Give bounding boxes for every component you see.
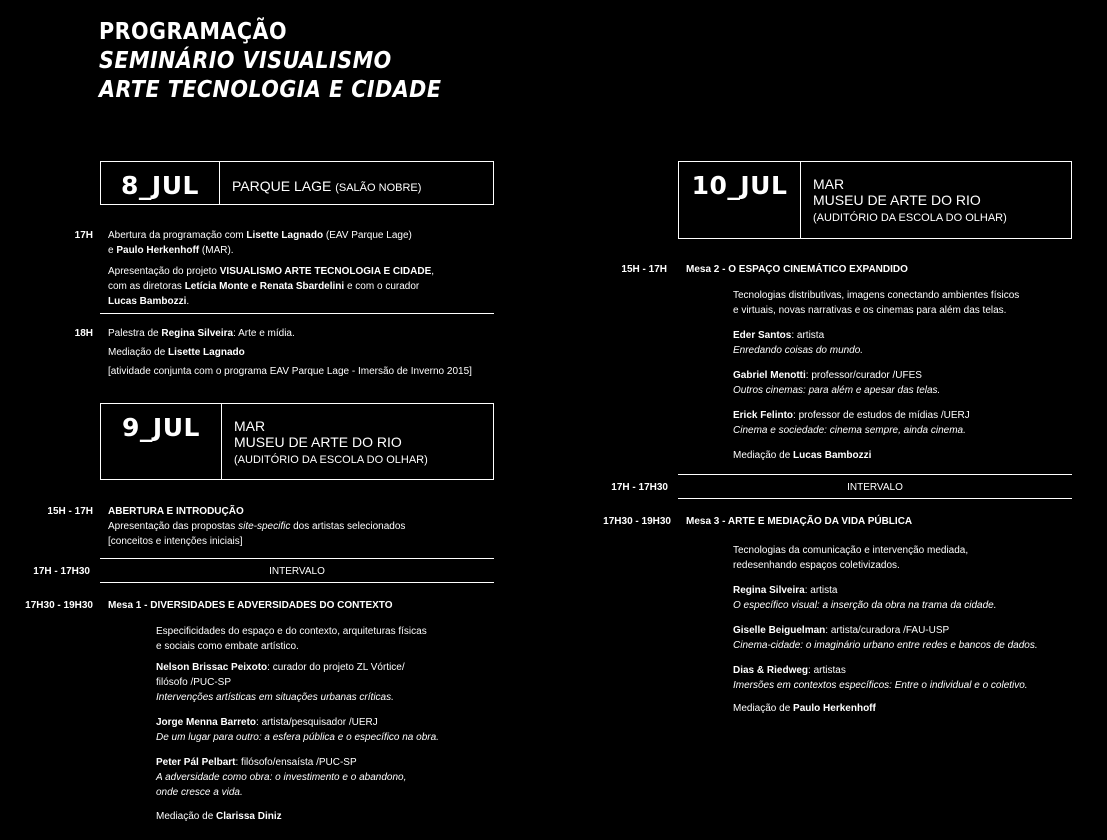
day2-s2-desc2: e sociais como embate artístico. <box>156 641 299 652</box>
day2-s2-p1-talk: Intervenções artísticas em situações urbanas críticas. <box>156 692 394 703</box>
day2-s2-mediation: Mediação de Clarissa Diniz <box>156 811 282 822</box>
day3-s1-body <box>733 288 1093 463</box>
day3-s1-desc1: Tecnologias distributivas, imagens conectando ambientes físicos <box>733 290 1020 301</box>
day1-s1-line3: Apresentação do projeto VISUALISMO ARTE TECNOLOGIA E CIDADE, <box>108 266 435 277</box>
day1-s1-line4: com as diretoras Letícia Monte e Renata Sbardelini e com o curador <box>108 281 420 292</box>
day3-s2-p2-talk: Cinema-cidade: o imaginário urbano entre redes e bancos de dados. <box>733 640 1038 651</box>
day2-venue-line3: (AUDITÓRIO DA ESCOLA DO OLHAR) <box>234 454 428 466</box>
divider <box>678 474 1072 475</box>
page-title <box>99 18 441 105</box>
day1-s2-time: 18H <box>74 328 93 339</box>
day2-s1-body <box>108 504 498 549</box>
day1-s2-body <box>108 326 498 379</box>
day2-s2-p1-role2: filósofo /PUC-SP <box>156 677 232 688</box>
day3-s1-p2: Gabriel Menotti: professor/curador /UFES <box>733 370 922 381</box>
day1-venue <box>220 162 421 204</box>
day3-s1-desc2: e virtuais, novas narrativas e os cinemas para além das telas. <box>733 305 1007 316</box>
day3-s1-p1: Eder Santos: artista <box>733 330 825 341</box>
title-line-3: ARTE TECNOLOGIA E CIDADE <box>99 77 442 103</box>
day3-s1-title: Mesa 2 - O ESPAÇO CINEMÁTICO EXPANDIDO <box>686 264 908 275</box>
day2-s1-line2: [conceitos e intenções iniciais] <box>108 536 243 547</box>
day2-s2-time: 17H30 - 19H30 <box>25 600 93 611</box>
day3-venue <box>801 162 1007 238</box>
day1-s2-line1: Palestra de Regina Silveira: Arte e mídia. <box>108 328 295 339</box>
day3-s2-time: 17H30 - 19H30 <box>603 516 671 527</box>
day2-s2-p1: Nelson Brissac Peixoto: curador do projeto ZL Vórtice/ <box>156 662 405 673</box>
day3-s2-desc2: redesenhando espaços coletivizados. <box>733 560 900 571</box>
day1-venue-name: PARQUE LAGE <box>232 178 332 194</box>
day3-venue-line1: MAR <box>813 176 845 192</box>
day1-s1-time: 17H <box>74 230 93 241</box>
day2-s2-p3: Peter Pál Pelbart: filósofo/ensaísta /PUC-SP <box>156 757 357 768</box>
day2-s1-title: ABERTURA E INTRODUÇÃO <box>108 506 244 517</box>
day1-s1-line5: Lucas Bambozzi. <box>108 296 190 307</box>
day3-s2-p1: Regina Silveira: artista <box>733 585 838 596</box>
day3-s2-p3-talk: Imersões em contextos específicos: Entre o individual e o coletivo. <box>733 680 1028 691</box>
day3-interval-label: INTERVALO <box>847 482 903 493</box>
day1-s2-line3: [atividade conjunta com o programa EAV Parque Lage - Imersão de Inverno 2015] <box>108 366 472 377</box>
divider <box>100 558 494 559</box>
day3-s1-p3: Erick Felinto: professor de estudos de mídias /UERJ <box>733 410 970 421</box>
divider <box>100 313 494 314</box>
day1-date: 8_JUL <box>101 162 220 204</box>
day3-s2-mediation: Mediação de Paulo Herkenhoff <box>733 703 876 714</box>
day1-s1-line2: e Paulo Herkenhoff (MAR). <box>108 245 234 256</box>
day2-s1-time: 15H - 17H <box>47 506 93 517</box>
day2-header <box>100 403 494 480</box>
day3-s1-mediation: Mediação de Lucas Bambozzi <box>733 450 872 461</box>
day3-s2-body <box>733 543 1098 716</box>
day2-interval-time: 17H - 17H30 <box>33 566 90 577</box>
day3-s2-p2: Giselle Beiguelman: artista/curadora /FAU-USP <box>733 625 950 636</box>
day2-s2-p2-talk: De um lugar para outro: a esfera pública e o específico na obra. <box>156 732 439 743</box>
day2-s2-p3-talk1: A adversidade como obra: o investimento e o abandono, <box>156 772 407 783</box>
day1-header <box>100 161 494 205</box>
day3-s1-p2-talk: Outros cinemas: para além e apesar das telas. <box>733 385 941 396</box>
day3-venue-line2: MUSEU DE ARTE DO RIO <box>813 192 981 208</box>
day2-s2-title: Mesa 1 - DIVERSIDADES E ADVERSIDADES DO CONTEXTO <box>108 600 393 611</box>
day2-s1-line1: Apresentação das propostas site-specific dos artistas selecionados <box>108 521 406 532</box>
day3-header <box>678 161 1072 239</box>
day3-s1-time: 15H - 17H <box>621 264 667 275</box>
day3-s1-p3-talk: Cinema e sociedade: cinema sempre, ainda cinema. <box>733 425 966 436</box>
day3-venue-line3: (AUDITÓRIO DA ESCOLA DO OLHAR) <box>813 212 1007 224</box>
day1-s1-line1: Abertura da programação com Lisette Lagnado (EAV Parque Lage) <box>108 230 412 241</box>
day1-s1-body <box>108 228 498 309</box>
title-line-1: PROGRAMAÇÃO <box>99 19 288 45</box>
divider <box>678 498 1072 499</box>
title-line-2: SEMINÁRIO VISUALISMO <box>99 48 392 74</box>
day2-s2-p2: Jorge Menna Barreto: artista/pesquisador /UERJ <box>156 717 378 728</box>
day3-s2-p3: Dias & Riedweg: artistas <box>733 665 846 676</box>
day2-venue-line2: MUSEU DE ARTE DO RIO <box>234 434 402 450</box>
day3-date: 10_JUL <box>679 162 801 238</box>
day2-s2-body <box>156 624 501 824</box>
day2-s2-desc1: Especificidades do espaço e do contexto, arquiteturas físicas <box>156 626 427 637</box>
day1-s2-line2: Mediação de Lisette Lagnado <box>108 347 245 358</box>
day3-s1-p1-talk: Enredando coisas do mundo. <box>733 345 864 356</box>
day3-interval-time: 17H - 17H30 <box>611 482 668 493</box>
day3-s2-desc1: Tecnologias da comunicação e intervenção mediada, <box>733 545 969 556</box>
day1-venue-sub: (SALÃO NOBRE) <box>335 182 422 194</box>
day3-s2-p1-talk: O específico visual: a inserção da obra na trama da cidade. <box>733 600 997 611</box>
day2-s2-p3-talk2: onde cresce a vida. <box>156 787 243 798</box>
day2-venue-line1: MAR <box>234 418 266 434</box>
day2-date: 9_JUL <box>101 404 222 479</box>
divider <box>100 582 494 583</box>
day3-s2-title: Mesa 3 - ARTE E MEDIAÇÃO DA VIDA PÚBLICA <box>686 516 913 527</box>
day2-interval-label: INTERVALO <box>269 566 325 577</box>
day2-venue <box>222 404 428 479</box>
